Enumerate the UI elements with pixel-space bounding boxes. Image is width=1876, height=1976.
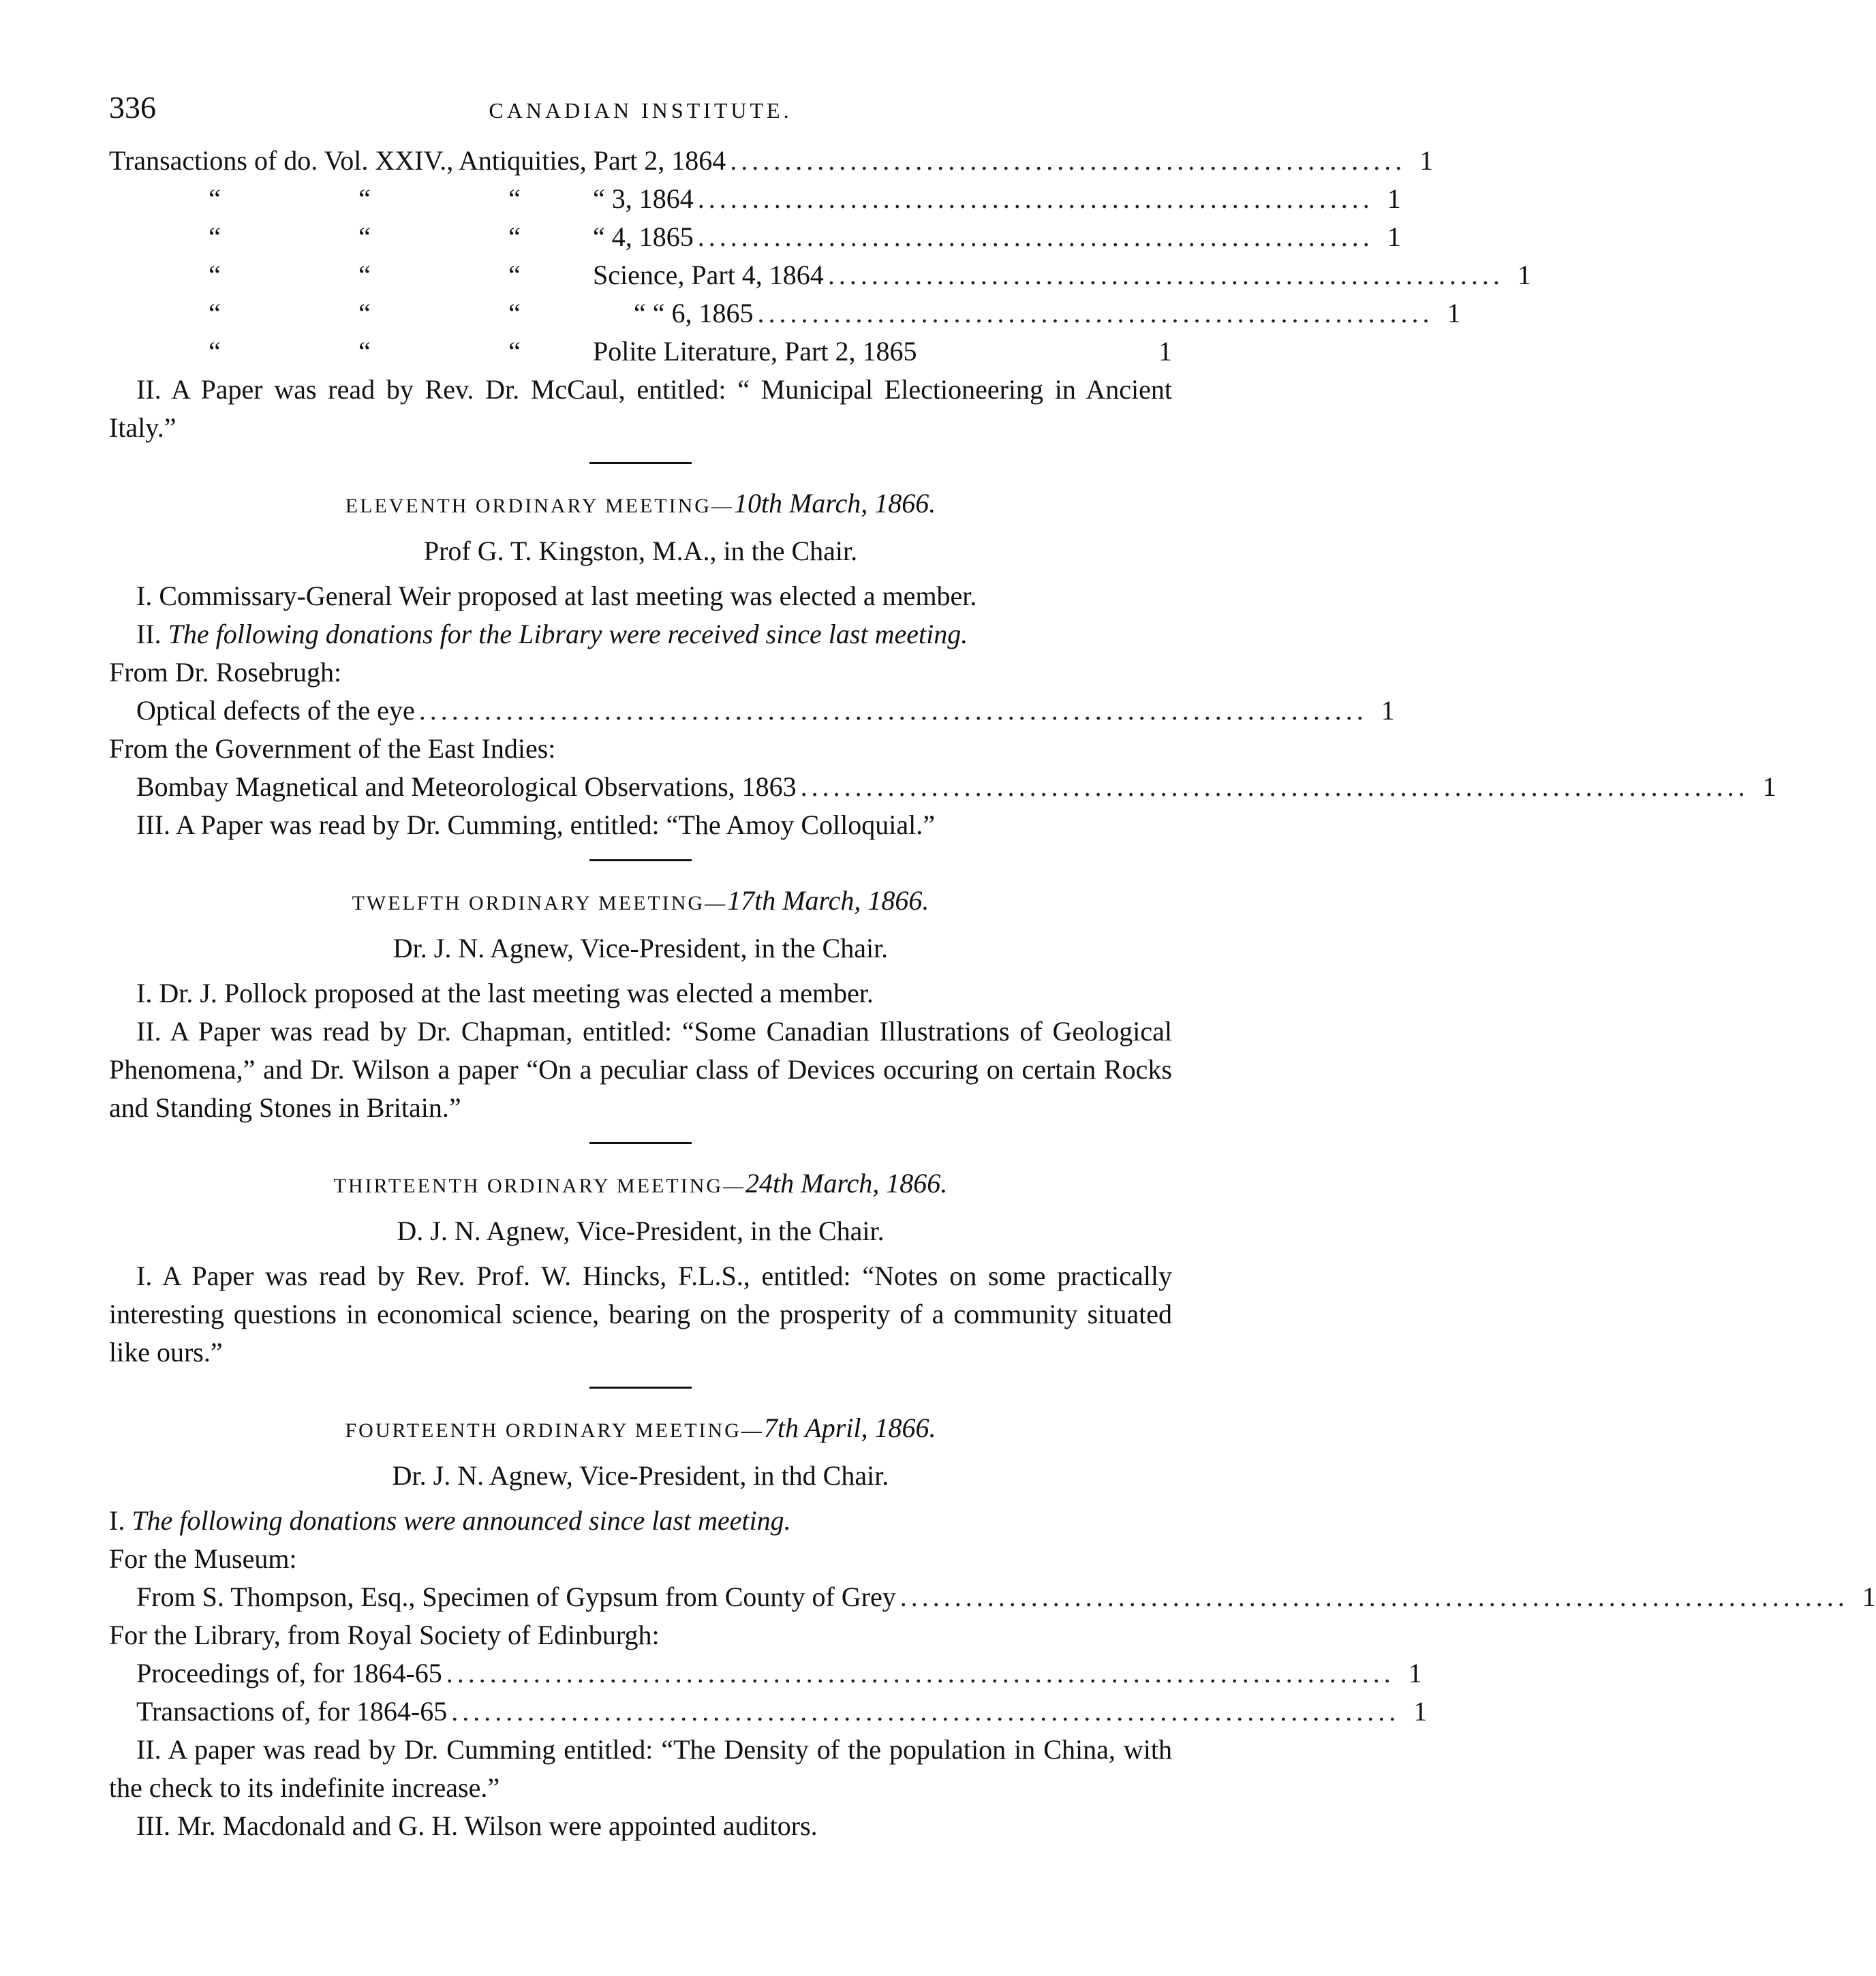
minute-item: II. The following donations for the Library were received since last meeting.	[136, 619, 968, 649]
section-divider	[589, 462, 692, 464]
page	[109, 89, 1876, 1845]
chair-line: D. J. N. Agnew, Vice-President, in the Chair.	[397, 1216, 885, 1246]
donation-entry: Transactions of, for 1864-65 ....................................................................................... 1	[136, 1696, 1428, 1727]
minute-item: I. Dr. J. Pollock proposed at the last meeting was elected a member.	[136, 978, 874, 1008]
paper-read: II. A Paper was read by Rev. Dr. McCaul, entitled: “ Municipal Electioneering in Ancient Italy.”	[109, 374, 1172, 443]
minute-item: I. Commissary-General Weir proposed at last meeting was elected a member.	[136, 581, 977, 611]
minute-item: I. A Paper was read by Rev. Prof. W. Hincks, F.L.S., entitled: “Notes on some practically interesting questions in economical science, bearing on the prosperity of a community situated like ours.”	[109, 1261, 1172, 1368]
transactions-entry: “ “ “ “ 3, 1864 .............................................................. 1	[209, 183, 1401, 214]
page-number: 336	[109, 90, 156, 125]
minute-item: III. Mr. Macdonald and G. H. Wilson were appointed auditors.	[136, 1810, 818, 1841]
donor-line: From the Government of the East Indies:	[109, 733, 556, 764]
minute-item: I. The following donations were announced since last meeting.	[109, 1505, 791, 1536]
chair-line: Dr. J. N. Agnew, Vice-President, in thd Chair.	[392, 1460, 889, 1491]
minute-item: II. A Paper was read by Dr. Chapman, entitled: “Some Canadian Illustrations of Geological Phenomena,” and Dr. Wilson a paper “On a peculiar class of Devices occuring on certain Rocks and Standing Stones in Britain.”	[109, 1016, 1172, 1123]
meeting-heading: TWELFTH ORDINARY MEETING—17th March, 1866.	[352, 885, 929, 916]
minute-item: III. A Paper was read by Dr. Cumming, entitled: “The Amoy Colloquial.”	[136, 809, 936, 840]
donor-line: From Dr. Rosebrugh:	[109, 657, 342, 688]
page-header	[109, 89, 1172, 136]
transactions-entry: “ “ “ Science, Part 4, 1864 .............................................................. 1	[209, 260, 1531, 290]
transactions-entry: “ “ “ Polite Literature, Part 2, 1865 1	[209, 336, 1172, 367]
section-divider	[589, 1142, 692, 1144]
section-divider	[589, 1387, 692, 1389]
meeting-heading: ELEVENTH ORDINARY MEETING—10th March, 1866.	[345, 488, 936, 519]
donation-entry: Optical defects of the eye ....................................................................................... 1	[136, 695, 1395, 726]
chair-line: Dr. J. N. Agnew, Vice-President, in the Chair.	[393, 933, 889, 963]
section-divider	[589, 859, 692, 861]
minute-item: II. A paper was read by Dr. Cumming entitled: “The Density of the population in China, with the check to its indefinite increase.”	[109, 1734, 1172, 1803]
donation-entry: Proceedings of, for 1864-65 ....................................................................................... 1	[136, 1658, 1422, 1688]
donor-line: For the Museum:	[109, 1543, 297, 1574]
transactions-entry: “ “ “ “ 4, 1865 .............................................................. 1	[209, 221, 1401, 252]
donation-entry: Bombay Magnetical and Meteorological Observations, 1863 ....................................................................................... 1	[136, 771, 1777, 802]
donation-entry: From S. Thompson, Esq., Specimen of Gypsum from County of Grey ....................................................................................... 1	[136, 1581, 1876, 1612]
meeting-heading: THIRTEENTH ORDINARY MEETING—24th March, 1866.	[333, 1168, 948, 1199]
transactions-entry: Transactions of do. Vol. XXIV., Antiquities, Part 2, 1864 .............................................................. 1	[109, 145, 1434, 176]
donor-line: For the Library, from Royal Society of Edinburgh:	[109, 1620, 660, 1650]
transactions-entry: “ “ “ “ “ 6, 1865 .............................................................. 1	[209, 298, 1461, 328]
chair-line: Prof G. T. Kingston, M.A., in the Chair.	[423, 536, 858, 566]
running-head: CANADIAN INSTITUTE.	[489, 98, 793, 123]
meeting-heading: FOURTEENTH ORDINARY MEETING—7th April, 1866.	[345, 1412, 936, 1443]
